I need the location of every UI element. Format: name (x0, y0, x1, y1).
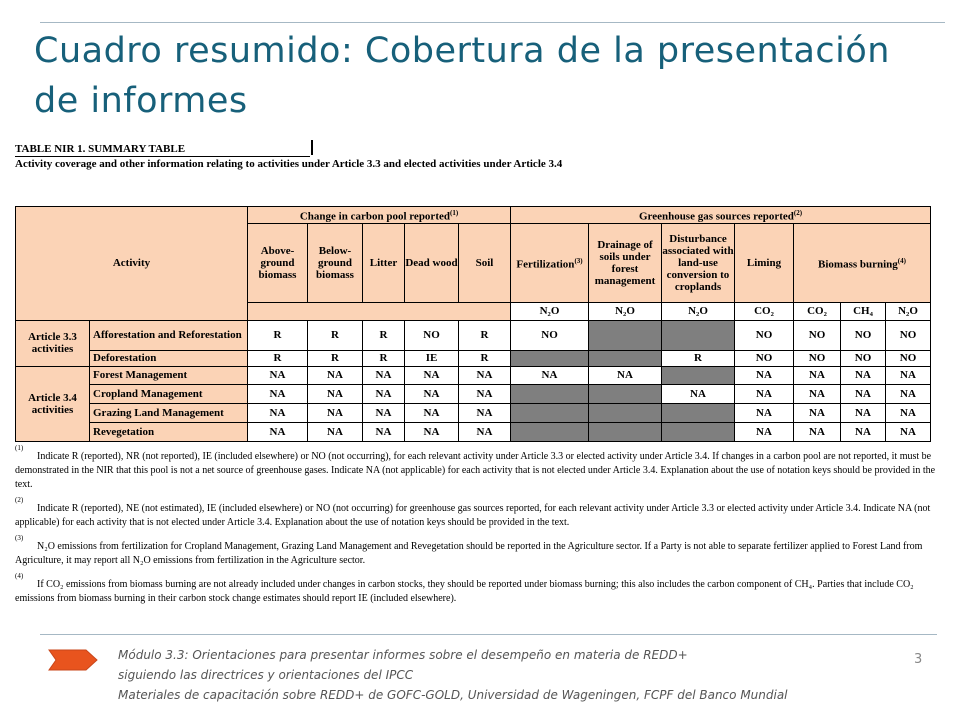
col-biomass-burning (794, 223, 931, 302)
value-cell: NA (794, 366, 841, 384)
value-cell: R (248, 350, 308, 366)
value-cell: NA (363, 366, 405, 384)
value-cell: NO (886, 350, 931, 366)
value-cell: NA (841, 422, 886, 441)
value-cell: NO (841, 320, 886, 350)
value-cell: NA (735, 422, 794, 441)
activity-name: Revegetation (90, 422, 248, 441)
value-cell: R (459, 350, 511, 366)
footnote-text: Indicate R (reported), NR (not reported), IE (included elsewhere) or NO (not occurring), for each relevant activity under Article 3.3 or elected activity under Article 3.4. If changes in a carbon pool are not reported, it must be demonstrated in the NIR that this pool is not a net source of greenhouse gases. Indicate NA (not applicable) for each activity that is not elected under Article 3.4. Explanation about the use of notation keys should be provided in the text. (15, 451, 936, 490)
value-cell: NA (363, 384, 405, 403)
footnote-number: (4) (15, 572, 24, 580)
greyed-cell (589, 403, 662, 422)
value-cell: R (308, 320, 363, 350)
activity-header: Activity (16, 207, 248, 321)
footer-line-2: siguiendo las directrices y orientaciones del IPCC (118, 668, 414, 682)
value-cell: R (363, 350, 405, 366)
value-cell: NA (459, 384, 511, 403)
value-cell: R (459, 320, 511, 350)
footnote-text: If CO₂ emissions from biomass burning are not already included under changes in carbon stocks, they should be reported under biomass burning; this also includes the carbon component of CH₄. Parties that include CO₂ emissions from biomass burning in their carbon stock change estimates should report IE (included elsewhere). (15, 579, 914, 604)
value-cell: R (248, 320, 308, 350)
slide-title: Cuadro resumido: Cobertura de la presentación de informes (34, 31, 890, 121)
table-row (16, 384, 931, 403)
value-cell: NO (886, 320, 931, 350)
carbon-pool-header (248, 207, 511, 224)
value-cell: NA (308, 422, 363, 441)
value-cell: NA (405, 384, 459, 403)
note-ref-4: (4) (897, 256, 906, 265)
value-cell: NA (841, 366, 886, 384)
value-cell: R (363, 320, 405, 350)
value-cell: NO (511, 320, 589, 350)
greyed-cell (589, 350, 662, 366)
footnote-text: N₂O emissions from fertilization for Cropland Management, Grazing Land Management and Revegetation should be reported in the Agriculture sector. If a Party is not able to separate fertilizer applied to Forest Land from Agriculture, it may report all N₂O emissions from fertilization in the Agriculture sector. (15, 541, 923, 566)
col-fertilization-text: Fertilization (516, 258, 575, 271)
col-dead-wood: Dead wood (405, 223, 459, 302)
value-cell: NA (794, 384, 841, 403)
table-row (16, 422, 931, 441)
gas-label: CO₂ (735, 302, 794, 320)
table-row (16, 350, 931, 366)
value-cell: NA (735, 366, 794, 384)
footnote-text: Indicate R (reported), NE (not estimated), IE (included elsewhere) or NO (not occurring) for greenhouse gas sources reported, for each relevant activity under Article 3.3 or elected activity under Article 3.4. Indicate NA (not applicable) for each activity that is not elected under Article 3.4. Explanation about the use of notation keys should be provided in the text. (15, 503, 931, 528)
footnote-number: (1) (15, 444, 24, 452)
value-cell: NA (308, 384, 363, 403)
value-cell: NA (459, 422, 511, 441)
ghg-sources-header (511, 207, 931, 224)
footnotes (15, 444, 945, 610)
value-cell: NA (405, 403, 459, 422)
ghg-sources-header-text: Greenhouse gas sources reported (638, 210, 794, 223)
table-heading-text: TABLE NIR 1. SUMMARY TABLE (15, 142, 310, 157)
value-cell: NA (886, 366, 931, 384)
footnote-number: (2) (15, 496, 24, 504)
value-cell: NA (308, 403, 363, 422)
col-disturbance: Disturbance associated with land-use conversion to croplands (662, 223, 735, 302)
value-cell: NA (794, 403, 841, 422)
table-subheading: Activity coverage and other information relating to activities under Article 3.3 and elected activities under Article 3.4 (15, 158, 563, 170)
table-heading (15, 140, 945, 157)
greyed-cell (589, 384, 662, 403)
value-cell: NA (841, 384, 886, 403)
ghg-blank-cell (248, 302, 511, 320)
value-cell: R (308, 350, 363, 366)
greyed-cell (589, 320, 662, 350)
value-cell: NA (886, 422, 931, 441)
gas-label: N₂O (511, 302, 589, 320)
greyed-cell (511, 384, 589, 403)
footer-text (118, 645, 898, 705)
value-cell: NO (735, 350, 794, 366)
value-cell: NA (248, 422, 308, 441)
value-cell: NA (662, 384, 735, 403)
value-cell: R (662, 350, 735, 366)
gas-label: CO₂ (794, 302, 841, 320)
col-biomass-burning-text: Biomass burning (818, 258, 898, 271)
activity-name: Deforestation (90, 350, 248, 366)
article-3-4-label: Article 3.4 activities (16, 366, 90, 441)
value-cell: NA (794, 422, 841, 441)
arrow-icon (48, 649, 98, 671)
footnote (15, 572, 945, 606)
note-ref-3: (3) (574, 256, 583, 265)
value-cell: NA (363, 422, 405, 441)
greyed-cell (511, 403, 589, 422)
greyed-cell (662, 422, 735, 441)
value-cell: NA (886, 403, 931, 422)
footer-line-1: Módulo 3.3: Orientaciones para presentar informes sobre el desempeño en materia de REDD+ (118, 648, 688, 662)
article-3-3-label: Article 3.3 activities (16, 320, 90, 366)
activity-name: Grazing Land Management (90, 403, 248, 422)
col-soil: Soil (459, 223, 511, 302)
greyed-cell (662, 366, 735, 384)
top-divider (40, 22, 945, 23)
carbon-pool-header-text: Change in carbon pool reported (299, 210, 450, 223)
greyed-cell (662, 403, 735, 422)
value-cell: NA (886, 384, 931, 403)
value-cell: NO (794, 350, 841, 366)
summary-table (15, 206, 931, 442)
activity-name: Afforestation and Reforestation (90, 320, 248, 350)
footnote (15, 496, 945, 530)
value-cell: NO (405, 320, 459, 350)
value-cell: NA (405, 422, 459, 441)
table-row (16, 403, 931, 422)
value-cell: NA (363, 403, 405, 422)
col-liming: Liming (735, 223, 794, 302)
value-cell: NA (248, 366, 308, 384)
value-cell: NA (248, 403, 308, 422)
col-drainage: Drainage of soils under forest management (589, 223, 662, 302)
greyed-cell (589, 422, 662, 441)
footer-line-3: Materiales de capacitación sobre REDD+ de GOFC-GOLD, Universidad de Wageningen, FCPF del Banco Mundial (118, 688, 788, 702)
value-cell: NA (735, 384, 794, 403)
footnote (15, 444, 945, 492)
table-row (16, 320, 931, 350)
footnote-number: (3) (15, 534, 24, 542)
value-cell: NA (459, 403, 511, 422)
note-ref-1: (1) (449, 209, 459, 217)
page-number: 3 (914, 652, 923, 667)
value-cell: NO (794, 320, 841, 350)
value-cell: NO (735, 320, 794, 350)
greyed-cell (511, 350, 589, 366)
footnote (15, 534, 945, 568)
value-cell: NA (308, 366, 363, 384)
activity-name: Forest Management (90, 366, 248, 384)
note-ref-2: (2) (793, 209, 803, 217)
value-cell: NA (405, 366, 459, 384)
table-row (16, 366, 931, 384)
value-cell: NA (459, 366, 511, 384)
gas-label: CH₄ (841, 302, 886, 320)
value-cell: NA (589, 366, 662, 384)
text-cursor-mark (311, 140, 313, 155)
gas-label: N₂O (662, 302, 735, 320)
greyed-cell (511, 422, 589, 441)
value-cell: NA (841, 403, 886, 422)
gas-label: N₂O (886, 302, 931, 320)
table-caption (15, 140, 945, 171)
value-cell: IE (405, 350, 459, 366)
gas-label: N₂O (589, 302, 662, 320)
bottom-divider (40, 634, 937, 635)
value-cell: NA (248, 384, 308, 403)
col-litter: Litter (363, 223, 405, 302)
activity-name: Cropland Management (90, 384, 248, 403)
value-cell: NO (841, 350, 886, 366)
col-below-ground: Below-ground biomass (308, 223, 363, 302)
value-cell: NA (735, 403, 794, 422)
col-fertilization (511, 223, 589, 302)
value-cell: NA (511, 366, 589, 384)
col-above-ground: Above-ground biomass (248, 223, 308, 302)
greyed-cell (662, 320, 735, 350)
